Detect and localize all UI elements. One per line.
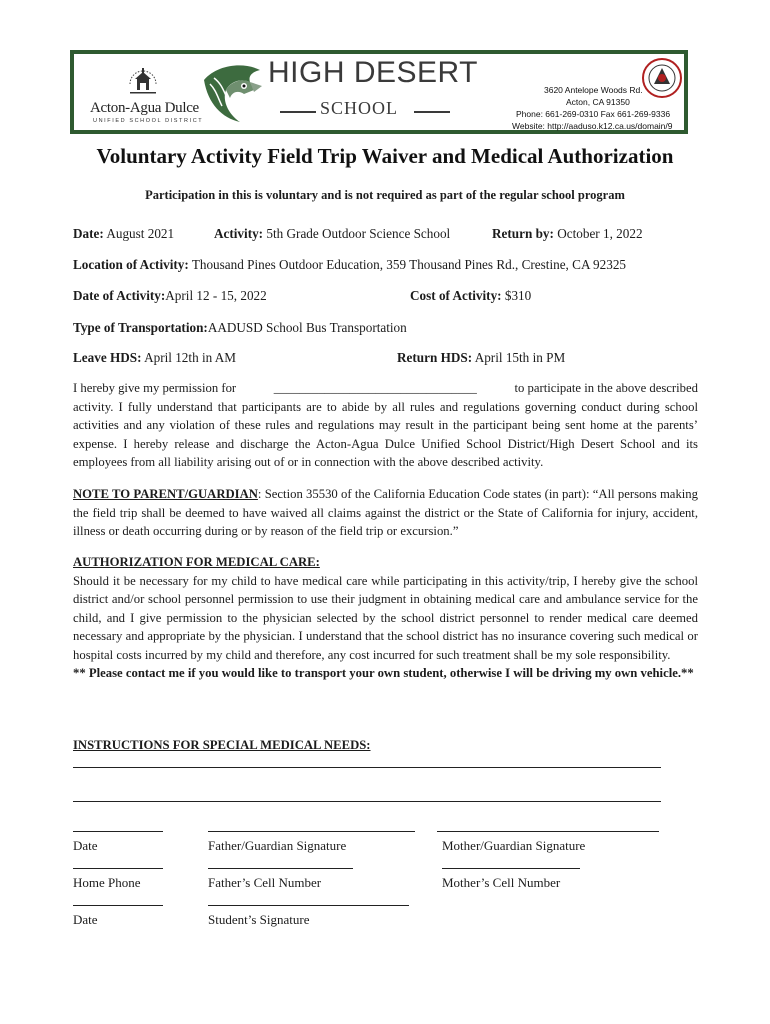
mother-cell-line[interactable] <box>442 868 580 869</box>
medical-text: Should it be necessary for my child to have medical care while participating in this activity/trip, I hereby give the school district and/or school personnel permission to use their judgment in obtaining medical care and ambulance service for the child, and I give permission to the physician selected by the school district personnel to render medical care deemed necessary and appropriate by the physician. I understand that the school district has no insurance covering such medical or hospital costs incurred by my child and therefore, any cost incurred for such treatment shall be my sole responsibility. <box>73 573 698 662</box>
return-hds-value: April 15th in PM <box>474 350 566 365</box>
date-of-activity-label: Date of Activity: <box>73 288 166 303</box>
father-cell-line[interactable] <box>208 868 353 869</box>
school-seal-icon <box>640 56 684 104</box>
home-phone-line[interactable] <box>73 868 163 869</box>
permission-text: activity. I fully understand that participants are to abide by all rules and regulations governing conduct during school activities and any violation of these rules and regulations may result in the participant being sent home at the parents’ expense. I hereby release and discharge the Acton-Agua Dulce Unified School District/High Desert School and its employees from all liability arising out of or in connection with the above described activity. <box>73 399 698 469</box>
district-name: Acton-Agua Dulce <box>90 100 199 116</box>
location-field <box>73 257 626 273</box>
father-signature-line[interactable] <box>208 831 415 832</box>
school-subname: SCHOOL <box>320 98 399 118</box>
transport-note: ** Please contact me if you would like to transport your own student, otherwise I will be driving my own vehicle.** <box>73 666 694 680</box>
page-title: Voluntary Activity Field Trip Waiver and Medical Authorization <box>96 144 674 168</box>
date-signature-line[interactable] <box>73 831 163 832</box>
father-signature-label: Father/Guardian Signature <box>208 838 347 853</box>
eagle-logo-icon <box>200 60 266 126</box>
mother-signature-line[interactable] <box>437 831 659 832</box>
phone-fax: Phone: 661-269-0310 Fax 661-269-9336 <box>516 109 671 119</box>
medical-heading: AUTHORIZATION FOR MEDICAL CARE: <box>73 555 320 569</box>
permission-intro-end: to participate in the above described <box>514 381 698 395</box>
location-label: Location of Activity: <box>73 257 189 272</box>
district-logo-icon <box>126 64 160 98</box>
activity-label: Activity: <box>214 226 264 241</box>
return-by-field <box>492 226 643 242</box>
transportation-value: AADUSD School Bus Transportation <box>207 320 407 335</box>
date-of-activity-value: April 12 - 15, 2022 <box>165 288 267 303</box>
return-hds-label: Return HDS: <box>397 350 473 365</box>
cost-value: $310 <box>504 288 532 303</box>
date-line-2[interactable] <box>73 905 163 906</box>
mother-cell-label: Mother’s Cell Number <box>442 875 561 890</box>
header-banner <box>70 50 688 134</box>
website: Website: http://aaduso.k12.ca.us/domain/9 <box>512 121 673 131</box>
note-label: NOTE TO PARENT/GUARDIAN <box>73 487 258 501</box>
permission-first-line <box>73 379 698 398</box>
date-value: August 2021 <box>106 226 175 241</box>
activity-value: 5th Grade Outdoor Science School <box>266 226 451 241</box>
district-subtitle: UNIFIED SCHOOL DISTRICT <box>93 118 204 124</box>
return-by-value: October 1, 2022 <box>557 226 643 241</box>
location-value: Thousand Pines Outdoor Education, 359 Thousand Pines Rd., Crestine, CA 92325 <box>191 257 627 272</box>
date-label-1: Date <box>73 838 98 853</box>
father-cell-label: Father’s Cell Number <box>208 875 322 890</box>
leave-hds-field <box>73 350 236 366</box>
student-signature-line[interactable] <box>208 905 409 906</box>
school-name-rule-left <box>280 111 316 113</box>
home-phone-label: Home Phone <box>73 875 141 890</box>
date-of-activity-field <box>73 288 267 304</box>
return-hds-field <box>397 350 565 366</box>
leave-hds-label: Leave HDS: <box>73 350 142 365</box>
special-needs-heading: INSTRUCTIONS FOR SPECIAL MEDICAL NEEDS: <box>73 738 371 752</box>
page-subtitle: Participation in this is voluntary and is not required as part of the regular school program <box>145 188 625 202</box>
activity-field <box>214 226 450 242</box>
address-line-1: 3620 Antelope Woods Rd. <box>544 85 643 95</box>
date-label-2: Date <box>73 912 98 927</box>
medical-section <box>73 553 698 683</box>
permission-intro: I hereby give my permission for <box>73 381 237 395</box>
special-needs-line-1[interactable] <box>73 767 661 768</box>
student-name-blank[interactable]: ________________________________ <box>273 381 477 395</box>
note-text: : Section 35530 of the California Education Code states (in part): “All persons making the field trip shall be deemed to have waived all claims against the district or the State of California for injury, accident, illness or death occurring during or by reason of the field trip or excursion.” <box>73 487 698 538</box>
school-name: HIGH DESERT <box>268 56 478 89</box>
mother-signature-label: Mother/Guardian Signature <box>442 838 586 853</box>
special-needs-line-2[interactable] <box>73 801 661 802</box>
cost-field <box>410 288 531 304</box>
student-signature-label: Student’s Signature <box>208 912 310 927</box>
note-paragraph <box>73 485 698 541</box>
transportation-label: Type of Transportation: <box>73 320 208 335</box>
transportation-field <box>73 320 407 336</box>
return-by-label: Return by: <box>492 226 554 241</box>
leave-hds-value: April 12th in AM <box>144 350 237 365</box>
address-line-2: Acton, CA 91350 <box>566 97 630 107</box>
date-field <box>73 226 174 242</box>
permission-paragraph <box>73 379 698 472</box>
cost-label: Cost of Activity: <box>410 288 502 303</box>
school-name-rule-right <box>414 111 450 113</box>
date-label: Date: <box>73 226 104 241</box>
